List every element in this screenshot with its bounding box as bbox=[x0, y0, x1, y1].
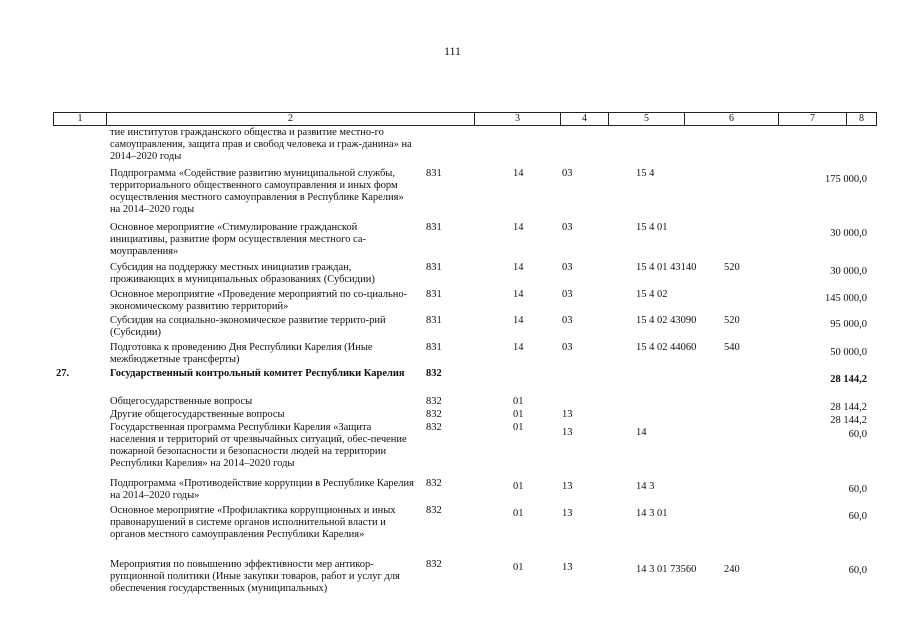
header-col-4: 4 bbox=[560, 113, 608, 125]
row-c6: 15 4 01 43140 bbox=[636, 262, 697, 273]
row-c3: 832 bbox=[426, 396, 442, 407]
row-c8: 145 000,0 bbox=[825, 293, 867, 304]
row-c4: 01 bbox=[513, 422, 524, 433]
row-c3: 831 bbox=[426, 262, 442, 273]
row-c8: 28 144,2 bbox=[830, 374, 867, 385]
row-c8: 175 000,0 bbox=[825, 174, 867, 185]
row-c7: 540 bbox=[724, 342, 740, 353]
row-c6: 14 3 bbox=[636, 481, 655, 492]
row-c5: 03 bbox=[562, 262, 573, 273]
row-c3: 832 bbox=[426, 505, 442, 516]
row-c6: 14 bbox=[636, 427, 647, 438]
row-c8: 28 144,2 bbox=[830, 402, 867, 413]
header-col-1: 1 bbox=[77, 113, 83, 124]
row-c8: 60,0 bbox=[848, 429, 867, 440]
row-c3: 831 bbox=[426, 168, 442, 179]
row-c5: 13 bbox=[562, 562, 573, 573]
row-c3: 831 bbox=[426, 222, 442, 233]
row-c4: 01 bbox=[513, 396, 524, 407]
row-c8: 60,0 bbox=[848, 484, 867, 495]
row-c6: 15 4 02 bbox=[636, 289, 668, 300]
row-c5: 13 bbox=[562, 427, 573, 438]
row-c6: 15 4 bbox=[636, 168, 655, 179]
row-c7: 240 bbox=[724, 564, 740, 575]
row-c4: 14 bbox=[513, 315, 524, 326]
row-c7: 520 bbox=[724, 315, 740, 326]
row-name: Подпрограмма «Содействие развитию муниципальной службы, территориального общественного самоуправления и иных форм осуществления местного самоуправления в Республике Карелия» на 2014–2020 годы bbox=[110, 168, 404, 215]
row-c6: 15 4 02 43090 bbox=[636, 315, 697, 326]
row-name: Субсидия на социально-экономическое развитие террито-рий (Субсидии) bbox=[110, 315, 386, 338]
row-name: Субсидия на поддержку местных инициатив граждан, проживающих в муниципальных образованиях (Субсидии) bbox=[110, 262, 375, 285]
row-name: тие институтов гражданского общества и развитие местно-го самоуправления, защита прав и свобод человека и граж-данина» на 2014–2020 годы bbox=[110, 127, 412, 162]
row-c4: 01 bbox=[513, 562, 524, 573]
row-c5: 03 bbox=[562, 289, 573, 300]
row-c8: 60,0 bbox=[848, 511, 867, 522]
row-name: Государственный контрольный комитет Республики Карелия bbox=[110, 368, 405, 379]
row-c8: 28 144,2 bbox=[830, 415, 867, 426]
row-c4: 14 bbox=[513, 289, 524, 300]
table-header bbox=[53, 112, 877, 126]
row-c5: 13 bbox=[562, 508, 573, 519]
row-name: Другие общегосударственные вопросы bbox=[110, 409, 285, 420]
page-number: 111 bbox=[443, 44, 462, 58]
row-c6: 14 3 01 bbox=[636, 508, 668, 519]
row-c3: 831 bbox=[426, 342, 442, 353]
row-c4: 14 bbox=[513, 168, 524, 179]
header-col-7: 7 bbox=[778, 113, 846, 125]
row-name: Общегосударственные вопросы bbox=[110, 396, 253, 407]
header-col-3: 3 bbox=[474, 113, 560, 125]
header-col-2: 2 bbox=[106, 113, 474, 125]
row-c6: 15 4 02 44060 bbox=[636, 342, 697, 353]
row-c4: 14 bbox=[513, 342, 524, 353]
row-name: Основное мероприятие «Проведение мероприятий по со-циально-экономическому развитию территорий» bbox=[110, 289, 408, 312]
row-c5: 13 bbox=[562, 481, 573, 492]
row-c8: 50 000,0 bbox=[830, 347, 867, 358]
row-c6: 15 4 01 bbox=[636, 222, 668, 233]
row-c3: 831 bbox=[426, 315, 442, 326]
row-c5: 03 bbox=[562, 222, 573, 233]
row-c8: 60,0 bbox=[848, 565, 867, 576]
row-c4: 14 bbox=[513, 262, 524, 273]
row-c3: 832 bbox=[426, 422, 442, 433]
header-col-5: 5 bbox=[608, 113, 684, 125]
row-c5: 03 bbox=[562, 342, 573, 353]
row-c6: 14 3 01 73560 bbox=[636, 564, 697, 575]
row-c5: 13 bbox=[562, 409, 573, 420]
row-c8: 30 000,0 bbox=[830, 228, 867, 239]
row-c7: 520 bbox=[724, 262, 740, 273]
header-col-6: 6 bbox=[684, 113, 778, 125]
row-c3: 832 bbox=[426, 368, 442, 379]
row-c3: 832 bbox=[426, 478, 442, 489]
row-name: Подготовка к проведению Дня Республики Карелия (Иные межбюджетные трансферты) bbox=[110, 342, 373, 365]
row-c5: 03 bbox=[562, 168, 573, 179]
header-col-8: 8 bbox=[846, 113, 876, 125]
row-c4: 01 bbox=[513, 409, 524, 420]
row-c3: 831 bbox=[426, 289, 442, 300]
row-c3: 832 bbox=[426, 559, 442, 570]
row-name: Основное мероприятие «Стимулирование гражданской инициативы, развитие форм осуществления местного са-моуправления» bbox=[110, 222, 366, 257]
row-c5: 03 bbox=[562, 315, 573, 326]
row-c3: 832 bbox=[426, 409, 442, 420]
row-name: Основное мероприятие «Профилактика коррупционных и иных правонарушений в системе органов исполнительной власти и органов местного самоуправления Республики Карелия» bbox=[110, 505, 396, 540]
row-c4: 01 bbox=[513, 481, 524, 492]
row-c8: 95 000,0 bbox=[830, 319, 867, 330]
row-name: Подпрограмма «Противодействие коррупции в Республике Карелия на 2014–2020 годы» bbox=[110, 478, 414, 501]
row-c4: 14 bbox=[513, 222, 524, 233]
row-number: 27. bbox=[56, 368, 70, 379]
row-c8: 30 000,0 bbox=[830, 266, 867, 277]
row-name: Государственная программа Республики Карелия «Защита населения и территорий от чрезвычайных ситуаций, обес-печение пожарной безопасности и безопасности людей на территории Республики Карелия» на 2014–2020 годы bbox=[110, 422, 407, 469]
row-name: Мероприятия по повышению эффективности мер антикор-рупционной политики (Иные закупки товаров, работ и услуг для обеспечения государственных (муниципальных) bbox=[110, 559, 400, 594]
row-c4: 01 bbox=[513, 508, 524, 519]
